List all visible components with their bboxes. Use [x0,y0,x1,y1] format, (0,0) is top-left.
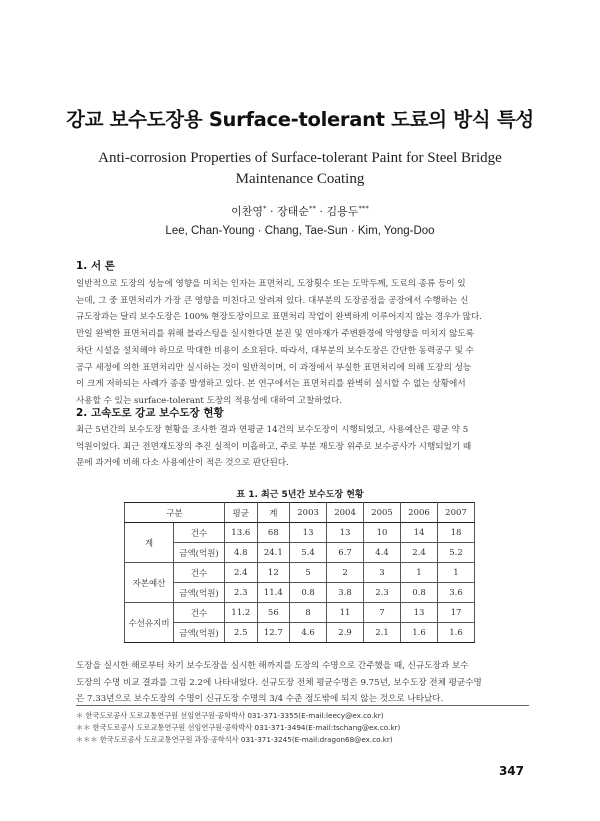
table-cell: 1.6 [401,623,438,643]
table-row [125,543,475,563]
table-cell: 1 [401,563,438,583]
text-line: 만일 완벽한 표면처리를 위해 블라스팅을 실시한다면 분진 및 연마재가 주변환경에 악영향을 미치지 않도록 [76,329,475,340]
table-cell: 13 [290,523,327,543]
author-separator: · [270,205,274,218]
table-cell: 1 [437,563,474,583]
table-row [125,623,475,643]
table-cell: 5.2 [437,543,474,563]
author-separator: · [319,205,323,218]
lifespan-paragraph [76,658,529,708]
group-label: 자본예산 [125,563,174,603]
text-line: 사용할 수 있는 surface-tolerant 도장의 적용성에 대하여 고찰하였다. [76,395,343,406]
table-cell: 12.7 [257,623,290,643]
table-cell: 2.3 [225,583,258,603]
table-cell: 1.6 [437,623,474,643]
english-title-line: Maintenance Coating [235,171,365,187]
section-heading-status: 2. 고속도로 강교 보수도장 현황 [76,407,224,419]
english-title [0,148,600,190]
table-cell: 5 [290,563,327,583]
table-cell: 6.7 [327,543,364,563]
author-mark: ** [308,204,316,213]
introduction-paragraph [76,276,529,410]
text-line: 문에 과거에 비해 다소 사용예산이 적은 것으로 판단된다. [76,458,289,469]
header-cell: 2006 [401,503,438,523]
table-caption: 표 1. 최근 5년간 보수도장 현황 [236,490,364,500]
author-name: 이찬영 [231,205,264,218]
table-cell: 2.5 [225,623,258,643]
table-header-row [125,503,475,523]
text-line: 도장을 실시한 해로부터 차기 보수도장을 실시한 해까지를 도장의 수명으로 간주했을 때, 신규도장과 보수 [76,661,469,671]
table-cell: 2.1 [364,623,401,643]
table-cell: 8 [290,603,327,623]
table-row [125,563,475,583]
table-cell: 2.4 [225,563,258,583]
group-label: 계 [125,523,174,563]
footnote: ＊ 한국도로공사 도로교통연구원 선임연구원·공학박사 031-371-3355(E-mail:leecy@ex.co.kr) [76,711,384,720]
table-cell: 11.4 [257,583,290,603]
sub-label: 금액(억원) [174,583,225,603]
table-cell: 2.3 [364,583,401,603]
author-name: 김용두 [326,205,359,218]
text-line: 억원이었다. 최근 전면재도장의 추진 실적이 미흡하고, 주로 부분 재도장 위주로 보수공사가 시행되었기 때 [76,441,472,452]
table-cell: 0.8 [401,583,438,603]
status-paragraph [76,422,529,472]
footnote-divider [76,705,529,706]
table-row [125,603,475,623]
sub-label: 건수 [174,603,225,623]
sub-label: 금액(억원) [174,623,225,643]
header-cell: 평균 [225,503,258,523]
group-label: 수선유지비 [125,603,174,643]
text-line: 차단 시설을 설치해야 하므로 막대한 비용이 소요된다. 따라서, 대부분의 보수도장은 간단한 동력공구 및 수 [76,345,474,356]
table-cell: 7 [364,603,401,623]
header-cell: 2004 [327,503,364,523]
table-cell: 18 [437,523,474,543]
section-heading-introduction: 1. 서 론 [76,260,115,272]
table-row [125,583,475,603]
text-line: 이 크게 저하되는 사례가 종종 발생하고 있다. 본 연구에서는 표면처리를 완벽히 실시할 수 없는 상황에서 [76,379,466,390]
table-cell: 2.9 [327,623,364,643]
paper-title: 강교 보수도장용 Surface-tolerant 도료의 방식 특성 [66,108,534,131]
text-line: 공구 세정에 의한 표면처리만 실시하는 것이 일반적이며, 이 과정에서 부실한 표면처리에 의해 도장의 성능 [76,362,472,373]
table-cell: 2 [327,563,364,583]
table-cell: 5.4 [290,543,327,563]
header-cell: 구분 [125,503,225,523]
table-cell: 3 [364,563,401,583]
table-cell: 13 [401,603,438,623]
text-line: 규도장과는 달리 보수도장은 100% 현장도장이므로 표면처리 작업이 완벽하게 이루어지지 않는 경우가 많다. [76,312,483,323]
header-cell: 계 [257,503,290,523]
footnote: ＊＊ 한국도로공사 도로교통연구원 선임연구원·공학박사 031-371-3494(E-mail:tschang@ex.co.kr) [76,723,401,732]
text-line: 은 7.33년으로 보수도장의 수명이 신규도장 수명의 3/4 수준 정도밖에 되지 않는 것으로 나타났다. [76,694,444,705]
text-line: 일반적으로 도장의 성능에 영향을 미치는 인자는 표면처리, 도장횟수 또는 도막두께, 도료의 종류 등이 있 [76,279,466,289]
author-mark: *** [358,204,369,213]
table-cell: 3.6 [437,583,474,603]
table-cell: 13.6 [225,523,258,543]
table-cell: 4.4 [364,543,401,563]
author-mark: * [263,204,267,213]
table-cell: 13 [327,523,364,543]
table-cell: 2.4 [401,543,438,563]
table-cell: 12 [257,563,290,583]
table-cell: 11.2 [225,603,258,623]
table-cell: 24.1 [257,543,290,563]
header-cell: 2005 [364,503,401,523]
table-cell: 0.8 [290,583,327,603]
text-line: 최근 5년간의 보수도장 현황을 조사한 결과 연평균 14건의 보수도장이 시행되었고, 사용예산은 평균 약 5 [76,425,469,435]
table-row [125,523,475,543]
header-cell: 2003 [290,503,327,523]
authors-korean [0,203,600,219]
table-cell: 68 [257,523,290,543]
table-cell: 17 [437,603,474,623]
text-line: 는데, 그 중 표면처리가 가장 큰 영향을 미친다고 알려져 있다. 대부분의 도장공정을 공장에서 수행하는 신 [76,295,469,306]
table-cell: 11 [327,603,364,623]
header-cell: 2007 [437,503,474,523]
author-name: 장태순 [277,205,309,218]
table-cell: 14 [401,523,438,543]
authors-english: Lee, Chan-Young · Chang, Tae-Sun · Kim, Yong-Doo [165,225,435,237]
footnote: ＊＊＊ 한국도로공사 도로교통연구원 과장·공학석사 031-371-3245(E-mail:dragon68@ex.co.kr) [76,735,393,744]
sub-label: 건수 [174,563,225,583]
page-number: 347 [498,764,524,778]
table-cell: 10 [364,523,401,543]
english-title-line: Anti-corrosion Properties of Surface-tolerant Paint for Steel Bridge [98,150,502,166]
table-cell: 4.8 [225,543,258,563]
text-line: 도장의 수명 비교 결과를 그림 2.2에 나타내었다. 신규도장 전체 평균수명은 9.75년, 보수도장 전체 평균수명 [76,677,482,688]
table-cell: 3.8 [327,583,364,603]
maintenance-table [124,502,475,643]
sub-label: 금액(억원) [174,543,225,563]
table-cell: 4.6 [290,623,327,643]
sub-label: 건수 [174,523,225,543]
table-cell: 56 [257,603,290,623]
